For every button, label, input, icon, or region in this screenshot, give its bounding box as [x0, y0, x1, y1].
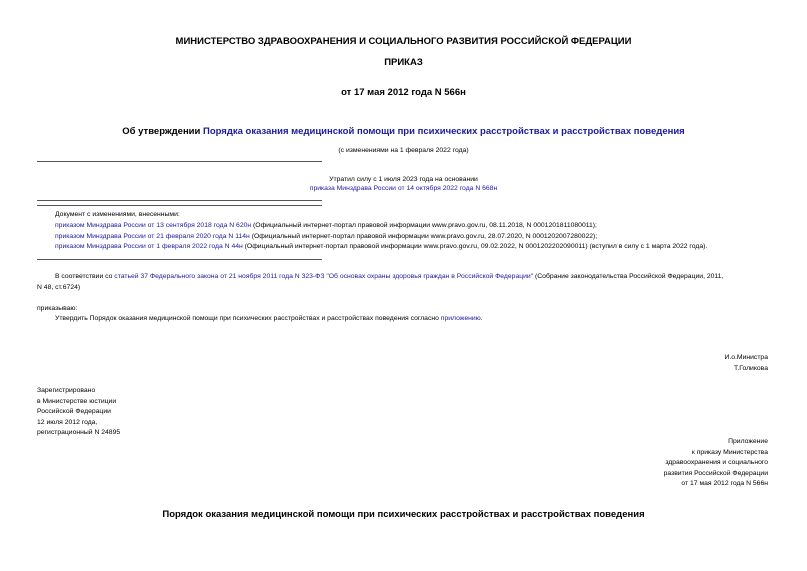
edition-note: (с изменениями на 1 февраля 2022 года): [338, 147, 469, 154]
lost-force-link-line: [0, 185, 807, 194]
lost-force-note: Утратил силу с 1 июля 2023 года на основании: [329, 176, 478, 183]
preamble-after: (Собрание законодательства Российской Федерации, 2011,: [533, 273, 724, 280]
preamble-law-link[interactable]: статьей 37 Федерального закона от 21 ноября 2011 года N 323-ФЗ "Об основах охраны здоровья граждан в Российской Федерации": [114, 273, 534, 280]
amendment-link[interactable]: приказом Минздрава России от 13 сентября 2018 года N 620н: [55, 222, 252, 229]
appendix-line: развития Российской Федерации: [663, 469, 768, 477]
ministry-heading: МИНИСТЕРСТВО ЗДРАВООХРАНЕНИЯ И СОЦИАЛЬНОГО РАЗВИТИЯ РОССИЙСКОЙ ФЕДЕРАЦИИ: [175, 36, 632, 47]
appendix-line: Приложение: [728, 438, 768, 445]
order-body: Утвердить Порядок оказания медицинской помощи при психических расстройствах и расстройствах поведения согласно: [55, 315, 441, 322]
registration-line: Зарегистрировано: [37, 387, 96, 394]
registration-line: в Министерстве юстиции: [37, 397, 117, 405]
appendix-line: к приказу Министерства: [691, 448, 768, 456]
lost-force-link[interactable]: приказа Минздрава России от 14 октября 2022 года N 668н: [309, 185, 498, 192]
title-link[interactable]: Порядка оказания медицинской помощи при психических расстройствах и расстройствах поведения: [203, 126, 685, 137]
divider: [37, 259, 322, 260]
registration-line: регистрационный N 24895: [37, 429, 121, 437]
preamble-before: В соответствии со: [55, 273, 115, 280]
preamble-line: [55, 273, 723, 282]
appendix-title: Порядок оказания медицинской помощи при психических расстройствах и расстройствах поведения: [162, 509, 645, 520]
title-prefix: Об утверждении: [122, 126, 203, 137]
appendix-line: здравоохранения и социального: [665, 459, 768, 467]
document-title: [0, 126, 807, 137]
divider: [37, 161, 322, 162]
appendix-link[interactable]: приложению: [440, 315, 481, 322]
document-date-number: от 17 мая 2012 года N 566н: [341, 87, 466, 98]
preamble-line-2: N 48, ст.6724): [37, 284, 81, 291]
order-end: .: [480, 315, 483, 322]
order-text: [55, 315, 483, 324]
amendment-text: (Официальный интернет-портал правовой информации www.pravo.gov.ru, 08.11.2018, N 0001201811080011);: [251, 222, 597, 229]
appendix-line: от 17 мая 2012 года N 566н: [681, 480, 768, 488]
amendment-text: (Официальный интернет-портал правовой информации www.pravo.gov.ru, 09.02.2022, N 0001202202090011) (вступил в силу с 1 марта 2022 года).: [242, 243, 708, 250]
amendment-item: [55, 243, 707, 252]
divider: [37, 205, 322, 206]
divider: [37, 200, 322, 201]
signature-position: И.о.Министра: [724, 354, 768, 361]
signature-name: Т.Голикова: [733, 365, 768, 372]
amendment-item: [55, 222, 597, 231]
amendment-link[interactable]: приказом Минздрава России от 21 февраля 2020 года N 114н: [55, 233, 250, 240]
registration-line: Российской Федерации: [37, 408, 111, 416]
amendment-text: (Официальный интернет-портал правовой информации www.pravo.gov.ru, 28.07.2020, N 0001202007280022);: [249, 233, 598, 240]
amendment-link[interactable]: приказом Минздрава России от 1 февраля 2022 года N 44н: [55, 243, 243, 250]
amendments-intro: Документ с изменениями, внесенными:: [55, 211, 180, 218]
registration-block: [37, 386, 120, 439]
document-type: ПРИКАЗ: [384, 57, 423, 68]
order-word: приказываю:: [37, 305, 78, 312]
appendix-block: [664, 437, 768, 490]
registration-line: 12 июля 2012 года,: [37, 418, 98, 426]
amendment-item: [55, 233, 597, 242]
